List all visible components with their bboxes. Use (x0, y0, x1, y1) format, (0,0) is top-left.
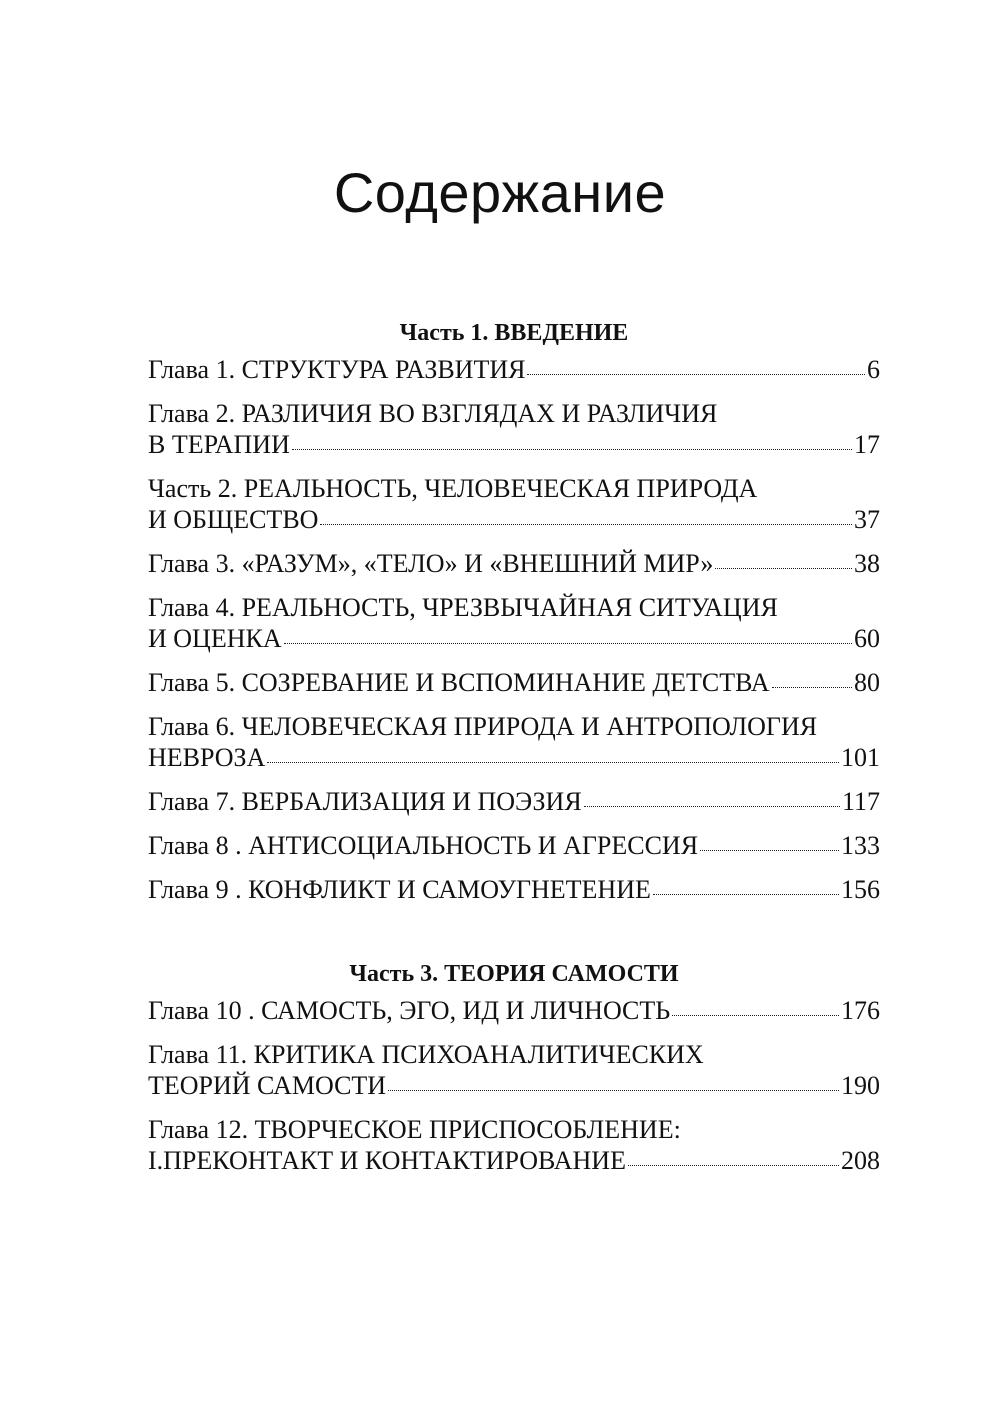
dot-leader (715, 568, 852, 569)
entry-title: В ТЕРАПИИ (148, 430, 290, 459)
part-heading: Часть 3. ТЕОРИЯ САМОСТИ (349, 961, 679, 987)
entry-title-line: Часть 2. РЕАЛЬНОСТЬ, ЧЕЛОВЕЧЕСКАЯ ПРИРОДА (148, 474, 758, 503)
entry-title: I.ПРЕКОНТАКТ И КОНТАКТИРОВАНИЕ (148, 1146, 626, 1175)
page-number: 101 (841, 743, 880, 772)
page-number: 117 (841, 787, 880, 816)
toc-entry-chapter-8[interactable] (148, 830, 880, 861)
toc-entry-chapter-5[interactable] (148, 667, 880, 698)
entry-title-line: Глава 11. КРИТИКА ПСИХОАНАЛИТИЧЕСКИХ (148, 1040, 704, 1069)
entry-title: И ОБЩЕСТВО (148, 505, 319, 534)
entry-title: Глава 1. СТРУКТУРА РАЗВИТИЯ (148, 355, 526, 384)
entry-title: Глава 8 . АНТИСОЦИАЛЬНОСТЬ И АГРЕССИЯ (148, 831, 699, 860)
table-of-contents (148, 314, 880, 1189)
toc-entry-chapter-2[interactable] (148, 398, 880, 460)
toc-part-3 (148, 955, 880, 1176)
page-number: 37 (854, 505, 880, 534)
entry-title: Глава 5. СОЗРЕВАНИЕ И ВСПОМИНАНИЕ ДЕТСТВА (148, 668, 770, 697)
entry-title: Глава 3. «РАЗУМ», «ТЕЛО» И «ВНЕШНИЙ МИР» (148, 549, 714, 578)
dot-leader (628, 1165, 839, 1166)
entry-title-line: Глава 4. РЕАЛЬНОСТЬ, ЧРЕЗВЫЧАЙНАЯ СИТУАЦИЯ (148, 593, 778, 622)
page-number: 208 (841, 1146, 880, 1175)
dot-leader (527, 374, 865, 375)
entry-title: ТЕОРИЙ САМОСТИ (148, 1071, 387, 1100)
dot-leader (772, 687, 852, 688)
entry-title-line: Глава 2. РАЗЛИЧИЯ ВО ВЗГЛЯДАХ И РАЗЛИЧИЯ (148, 399, 718, 428)
dot-leader (267, 762, 839, 763)
entry-title: НЕВРОЗА (148, 743, 266, 772)
dot-leader (672, 1015, 839, 1016)
toc-entry-chapter-12[interactable] (148, 1114, 880, 1176)
dot-leader (584, 806, 840, 807)
page-title: Содержание (333, 161, 667, 224)
part-heading: Часть 1. ВВЕДЕНИЕ (399, 320, 629, 346)
dot-leader (292, 449, 852, 450)
dot-leader (700, 850, 839, 851)
entry-title-line: Глава 6. ЧЕЛОВЕЧЕСКАЯ ПРИРОДА И АНТРОПОЛОГИЯ (148, 712, 818, 741)
toc-entry-chapter-4[interactable] (148, 592, 880, 654)
toc-entry-chapter-9[interactable] (148, 874, 880, 905)
toc-entry-chapter-1[interactable] (148, 354, 880, 385)
page-number: 190 (841, 1071, 880, 1100)
page-number: 60 (854, 624, 880, 653)
dot-leader (653, 894, 839, 895)
toc-entry-chapter-11[interactable] (148, 1039, 880, 1101)
page-number: 133 (841, 831, 880, 860)
dot-leader (320, 524, 852, 525)
toc-part-1 (148, 314, 880, 905)
entry-title: Глава 9 . КОНФЛИКТ И САМОУГНЕТЕНИЕ (148, 875, 651, 904)
entry-title: Глава 10 . САМОСТЬ, ЭГО, ИД И ЛИЧНОСТЬ (148, 996, 671, 1025)
page-number: 17 (854, 430, 880, 459)
toc-entry-chapter-7[interactable] (148, 786, 880, 817)
toc-entry-chapter-6[interactable] (148, 711, 880, 773)
dot-leader (388, 1090, 839, 1091)
toc-entry-chapter-10[interactable] (148, 995, 880, 1026)
entry-title: И ОЦЕНКА (148, 624, 282, 653)
toc-entry-chapter-3[interactable] (148, 548, 880, 579)
page-number: 156 (841, 875, 880, 904)
entry-title: Глава 7. ВЕРБАЛИЗАЦИЯ И ПОЭЗИЯ (148, 787, 582, 816)
page-number: 6 (867, 355, 880, 384)
dot-leader (284, 643, 852, 644)
toc-entry-part-2[interactable] (148, 473, 880, 535)
page-number: 176 (841, 996, 880, 1025)
page-number: 80 (854, 668, 880, 697)
entry-title-line: Глава 12. ТВОРЧЕСКОЕ ПРИСПОСОБЛЕНИЕ: (148, 1115, 681, 1144)
page-number: 38 (854, 549, 880, 578)
